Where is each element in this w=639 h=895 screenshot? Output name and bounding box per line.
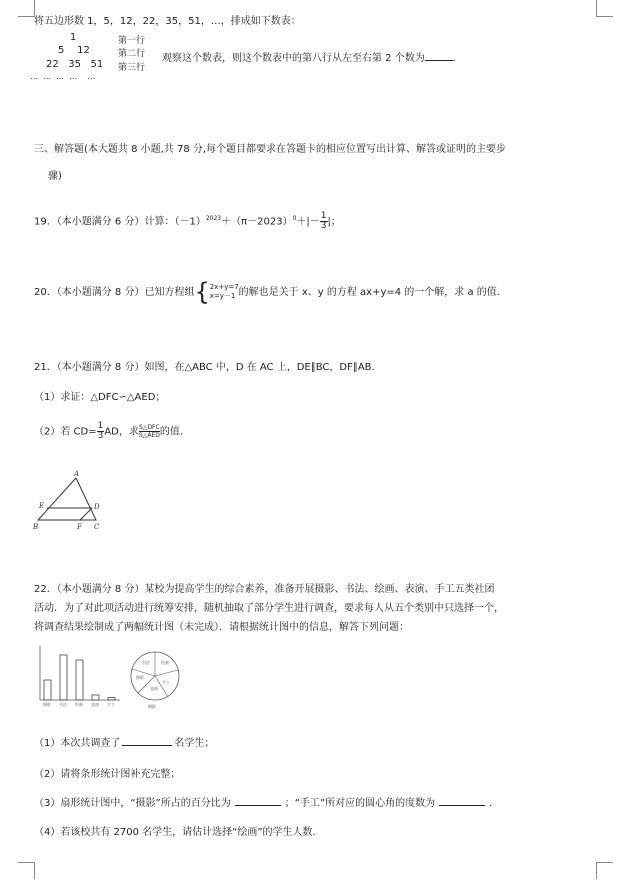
bar-2 [76, 660, 83, 700]
q21-part2-b: AD，求 [104, 426, 139, 438]
table-row-2-numbers: 5 12 [58, 45, 90, 56]
q22-part3-c: ． [489, 798, 500, 809]
pentagon-question-text: 观察这个数表，则这个数表中的第八行从左至右第 2 个数为 [162, 53, 425, 64]
q19 [34, 206, 341, 235]
pie-divider-2 [155, 670, 178, 676]
q22-blank-angle[interactable] [439, 795, 485, 806]
q21-part2-a: （2）若 CD= [34, 426, 97, 438]
q19-term-a: （－1） [174, 216, 206, 228]
q20-eq1: 2x+y=7 [209, 283, 239, 291]
bar-category-label: 手工 [107, 702, 115, 707]
label-e: E [39, 502, 45, 510]
q21-area-ratio [139, 424, 160, 439]
section3-title-cont: 骤) [48, 171, 62, 182]
bar-category-label: 书法 [59, 702, 67, 707]
corner-mark-top-right [596, 0, 613, 17]
segment-df [80, 508, 92, 520]
q20-system [210, 283, 239, 301]
q22-line2: 活动．为了对此项活动进行统筹安排，随机抽取了部分学生进行调查，要求每人从五个类别中只选择一个， [34, 603, 504, 614]
q19-term-c: ＋|－ [296, 216, 320, 228]
table-row-3-numbers: 22 35 51 [46, 59, 104, 70]
table-row-2-label: 第二行 [118, 49, 146, 59]
pentagon-question [162, 49, 463, 64]
q22-part1-b: 名学生； [174, 738, 215, 749]
q20-label: 20．（本小题满分 8 分）已知方程组 [34, 287, 195, 298]
pie-label-biaoyan: 表演 [150, 686, 158, 691]
label-c: C [94, 523, 100, 531]
q22-part1-a: （1）本次共调查了 [34, 738, 121, 749]
bar-4 [108, 698, 115, 701]
q19-frac-num: 1 [320, 210, 327, 221]
table-row-3-label: 第三行 [118, 63, 146, 73]
q22-part4: （4）若该校共有 2700 名学生，请估计选择“绘画”的学生人数. [34, 827, 316, 838]
pentagon-intro: 将五边形数 1，5，12，22，35，51，…，排成如下数表： [34, 16, 301, 27]
pie-label-huihua: 绘画 [161, 660, 169, 665]
q22-line1: 22．（本小题满分 8 分）某校为提高学生的综合素养，准备开展摄影、书法、绘画、表演、手工五类社团 [34, 584, 495, 595]
q20-text: 的解也是关于 x、y 的方程 ax+y=4 的一个解，求 a 的值. [238, 287, 500, 298]
q22-part1 [34, 734, 214, 749]
bar-0 [44, 680, 51, 700]
answer-blank[interactable] [425, 50, 453, 61]
bar-3 [92, 695, 99, 700]
q22-part2: （2）请将条形统计图补充完整； [34, 769, 181, 780]
pie-caption: 摄影 [148, 704, 156, 709]
corner-mark-bottom-right [596, 862, 613, 879]
q19-fraction [320, 212, 328, 231]
label-f: F [77, 523, 82, 531]
label-b: B [33, 523, 39, 531]
q22-part3-b: ；“手工”所对应的圆心角的度数为 [284, 798, 436, 809]
q19-term-b: ＋（π－2023） [221, 216, 293, 228]
q19-label: 19．（本小题满分 6 分）计算： [34, 216, 175, 228]
pentagon-question-end: ． [452, 53, 463, 64]
q21-part2-frac-den: 3 [97, 431, 104, 441]
table-row-1-label: 第一行 [118, 36, 146, 46]
q21-ratio-den: S△AED [138, 432, 160, 439]
q19-frac-den: 3 [320, 220, 327, 231]
q19-exponent-b: 0 [292, 215, 297, 222]
table-dots: … … … … … [30, 72, 96, 81]
q21-part1: （1）求证：△DFC∽△AED； [34, 392, 166, 403]
q21-part2 [34, 422, 183, 441]
pie-label-shufa: 书法 [142, 660, 150, 665]
q19-exponent-a: 2023 [205, 215, 222, 222]
corner-mark-top-left [18, 0, 35, 17]
bar-chart [32, 642, 124, 710]
pie-label-shougong: 手工 [162, 680, 170, 685]
q20 [34, 278, 500, 306]
q19-term-end: |； [327, 216, 341, 228]
corner-mark-bottom-left [18, 862, 35, 879]
q21-label: 21．（本小题满分 8 分）如图，在△ABC 中，D 在 AC 上，DE∥BC，DF∥AB. [34, 362, 375, 373]
q21-part2-c: 的值. [159, 426, 184, 438]
q21-part2-frac-num: 1 [97, 421, 104, 431]
bar-1 [60, 655, 67, 700]
label-d: D [94, 503, 100, 511]
table-row-1-numbers: 1 [70, 32, 77, 43]
bar-category-label: 绘画 [75, 702, 83, 707]
q21-ratio-num: S△DFC [139, 424, 160, 431]
bar-category-label: 摄影 [43, 702, 51, 707]
q22-blank-percent[interactable] [235, 795, 281, 806]
triangle-abc [38, 478, 96, 520]
bar-category-label: 表演 [91, 702, 99, 707]
q22-line3: 将调查结果绘制成了两幅统计图（未完成）．请根据统计图中的信息，解答下列问题： [34, 622, 409, 633]
q22-blank-total[interactable] [122, 735, 172, 746]
q22-part3-a: （3）扇形统计图中，“摄影”所占的百分比为 [34, 798, 231, 809]
q20-brace: { [194, 278, 210, 306]
pie-label-sheying: 摄影 [136, 675, 144, 680]
q20-eq2: x=y－1 [209, 292, 236, 300]
q22-part3 [34, 794, 499, 809]
pie-chart [128, 646, 186, 712]
triangle-figure [30, 468, 110, 532]
section3-title: 三、解答题(本大题共 8 小题,共 78 分,每个题目都要求在答题卡的相应位置写出计算、解答或证明的主要步 [34, 144, 507, 155]
label-a: A [74, 470, 80, 478]
